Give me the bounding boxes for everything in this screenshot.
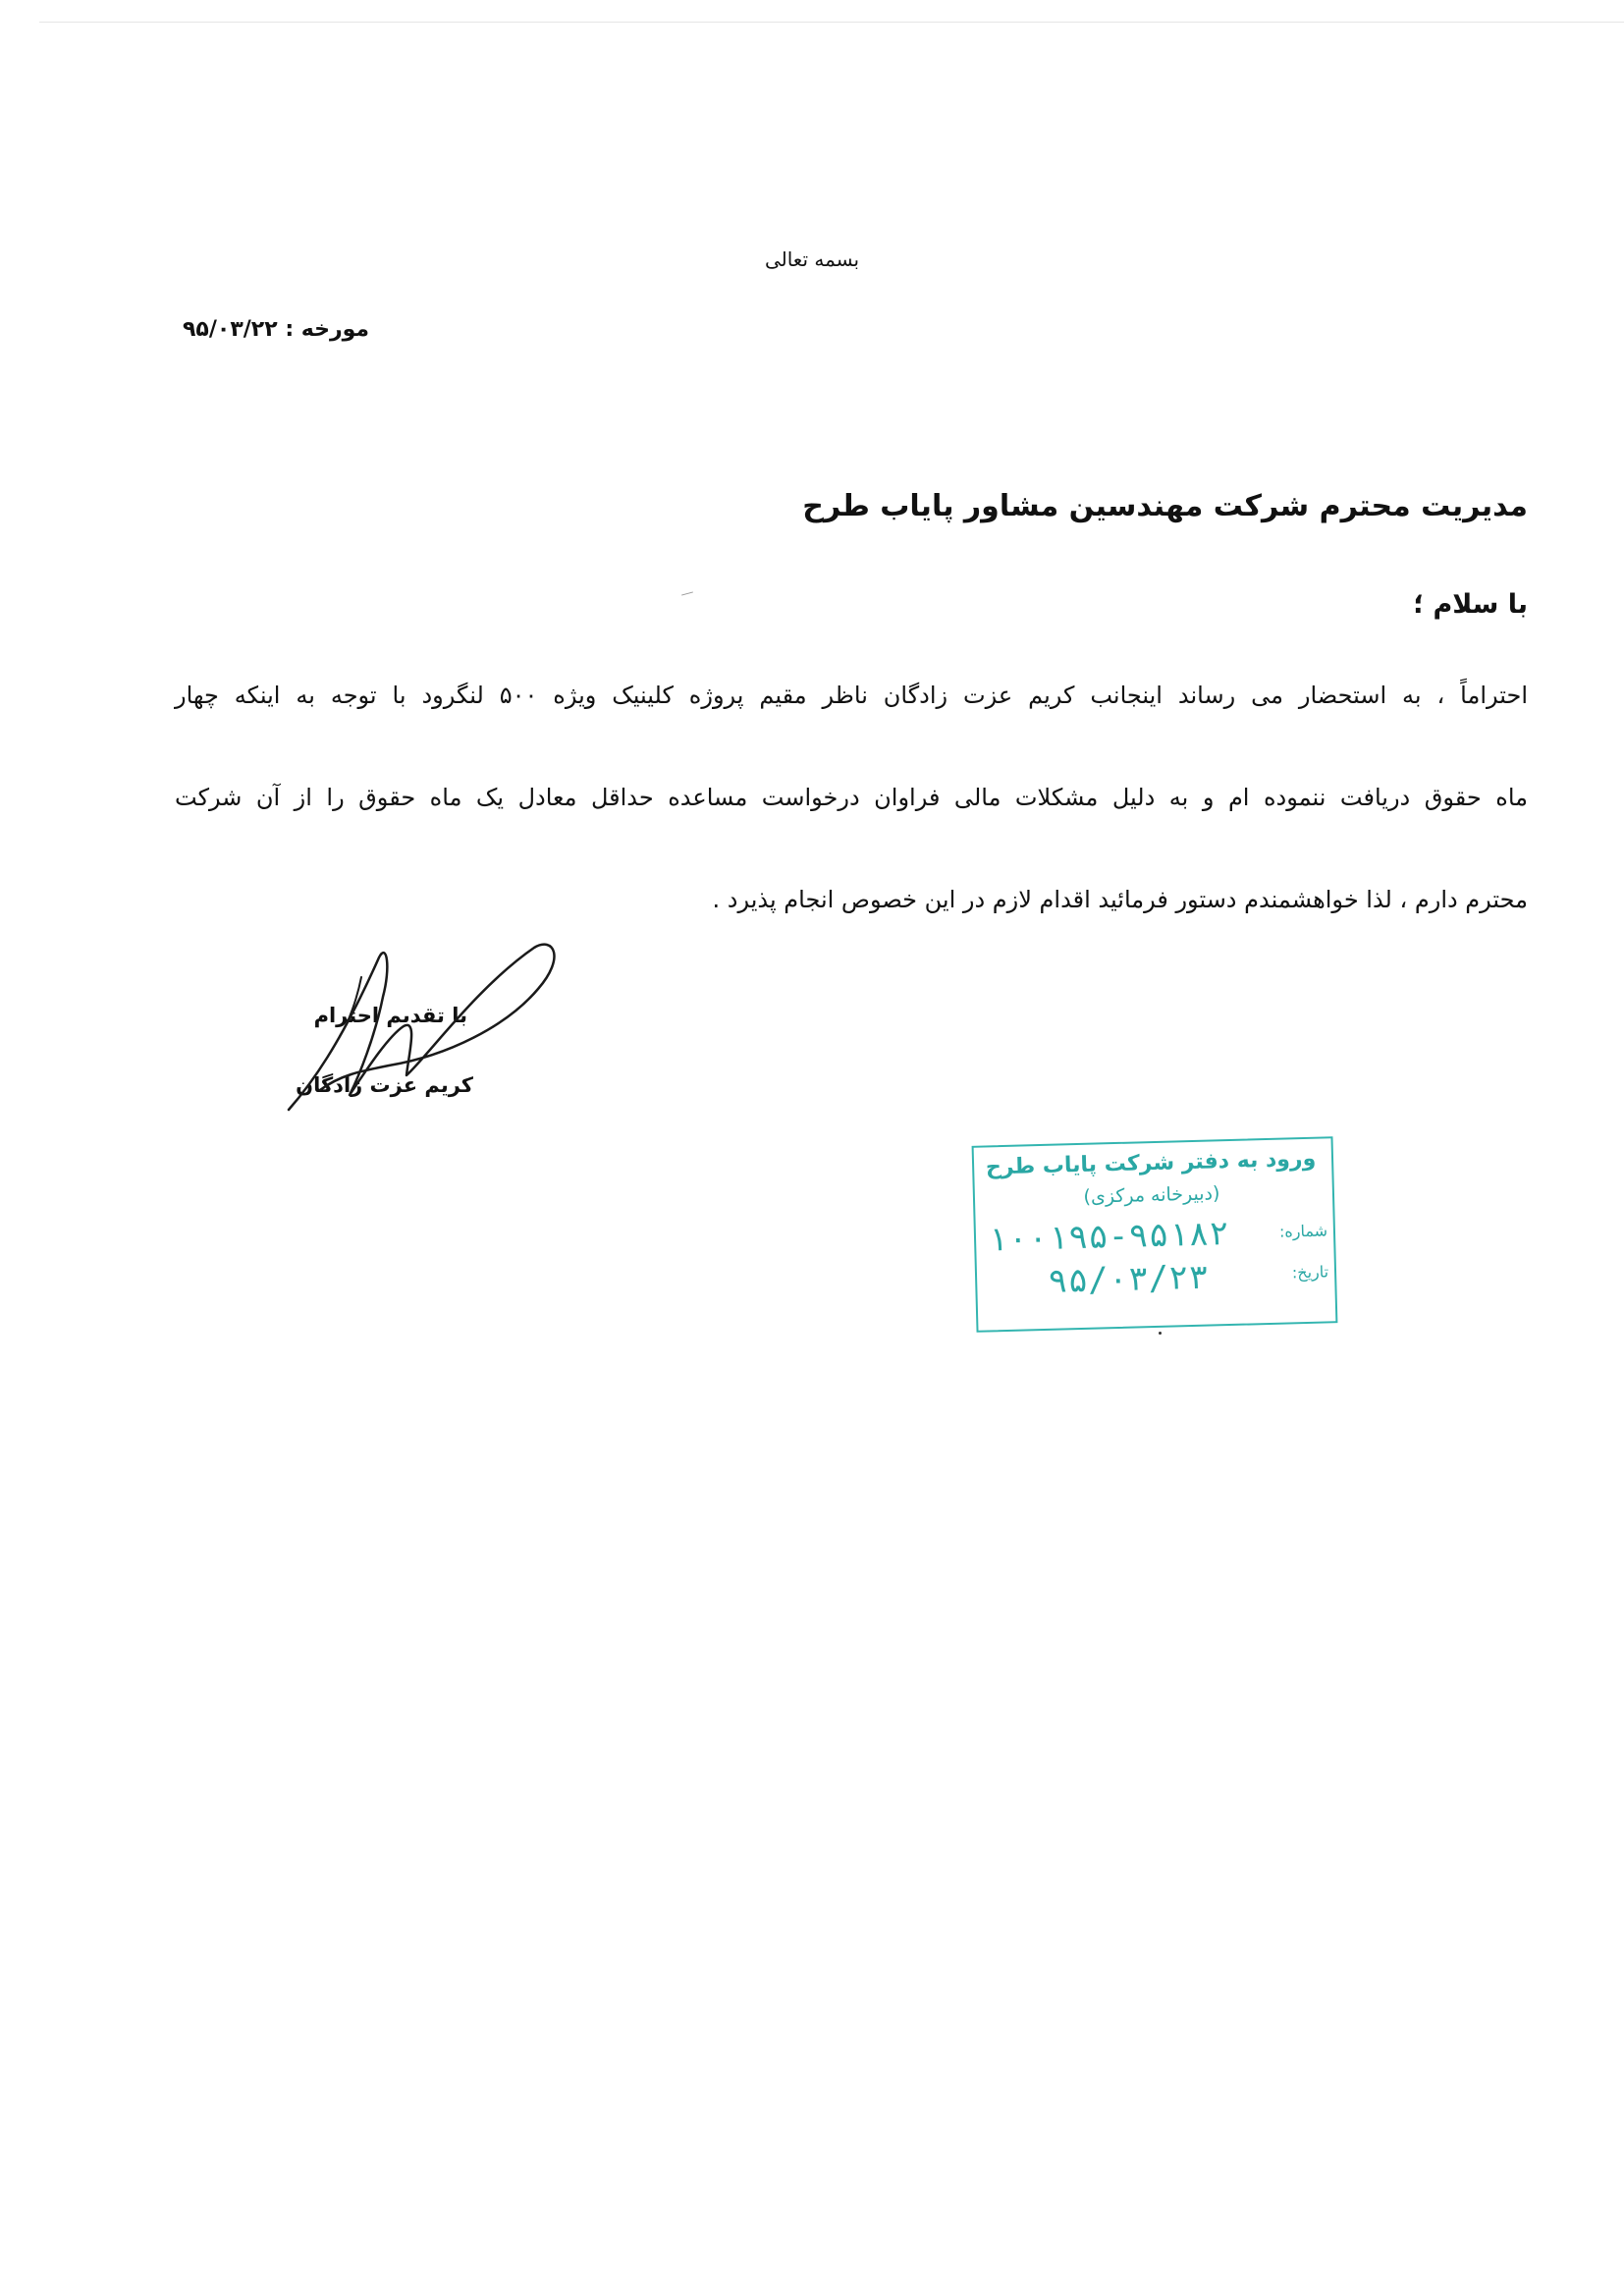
stamp-title: ورود به دفتر شرکت پایاب طرح: [985, 1146, 1317, 1180]
handwritten-signature: [281, 928, 575, 1124]
registry-stamp: [972, 1136, 1338, 1333]
stamp-number-value: ۱۰۰۱۹۵-۹۵۱۸۲: [987, 1214, 1230, 1260]
page-top-edge: [39, 22, 1624, 23]
signature-block: [281, 928, 575, 1124]
date-label: مورخه :: [285, 317, 370, 342]
stray-mark: [681, 591, 693, 595]
greeting: با سلام ؛: [1413, 589, 1528, 620]
stamp-date-label: تاریخ:: [1291, 1262, 1329, 1283]
body-line: محترم دارم ، لذا خواهشمندم دستور فرمائید اقدام لازم در این خصوص انجام پذیرد .: [712, 886, 1528, 913]
body-line: احتراماً ، به استحضار می رساند اینجانب کریم عزت زادگان ناظر مقیم پروژه کلینیک ویژه ۵۰۰ لنگرود با توجه به اینکه چهار: [175, 682, 1528, 709]
stamp-number-label: شماره:: [1278, 1221, 1328, 1241]
date-value: ۹۵/۰۳/۲۲: [183, 317, 278, 342]
body-line: ماه حقوق دریافت ننموده ام و به دلیل مشکلات مالی فراوان درخواست مساعده حداقل معادل یک ماه حقوق را از آن شرکت: [175, 784, 1528, 811]
recipient-line: مدیریت محترم شرکت مهندسین مشاور پایاب طرح: [802, 489, 1528, 523]
stamp-subtitle: (دبیرخانه مرکزی): [1083, 1182, 1220, 1208]
signer-name: کریم عزت زادگان: [296, 1073, 473, 1097]
stray-dot: [1159, 1332, 1162, 1335]
stamp-date-value: ۹۵/۰۳/۲۳: [1047, 1257, 1210, 1301]
basmala-heading: بسمه تعالی: [764, 247, 860, 271]
letter-date: [183, 317, 575, 342]
closing-phrase: با تقدیم احترام: [313, 1004, 467, 1027]
